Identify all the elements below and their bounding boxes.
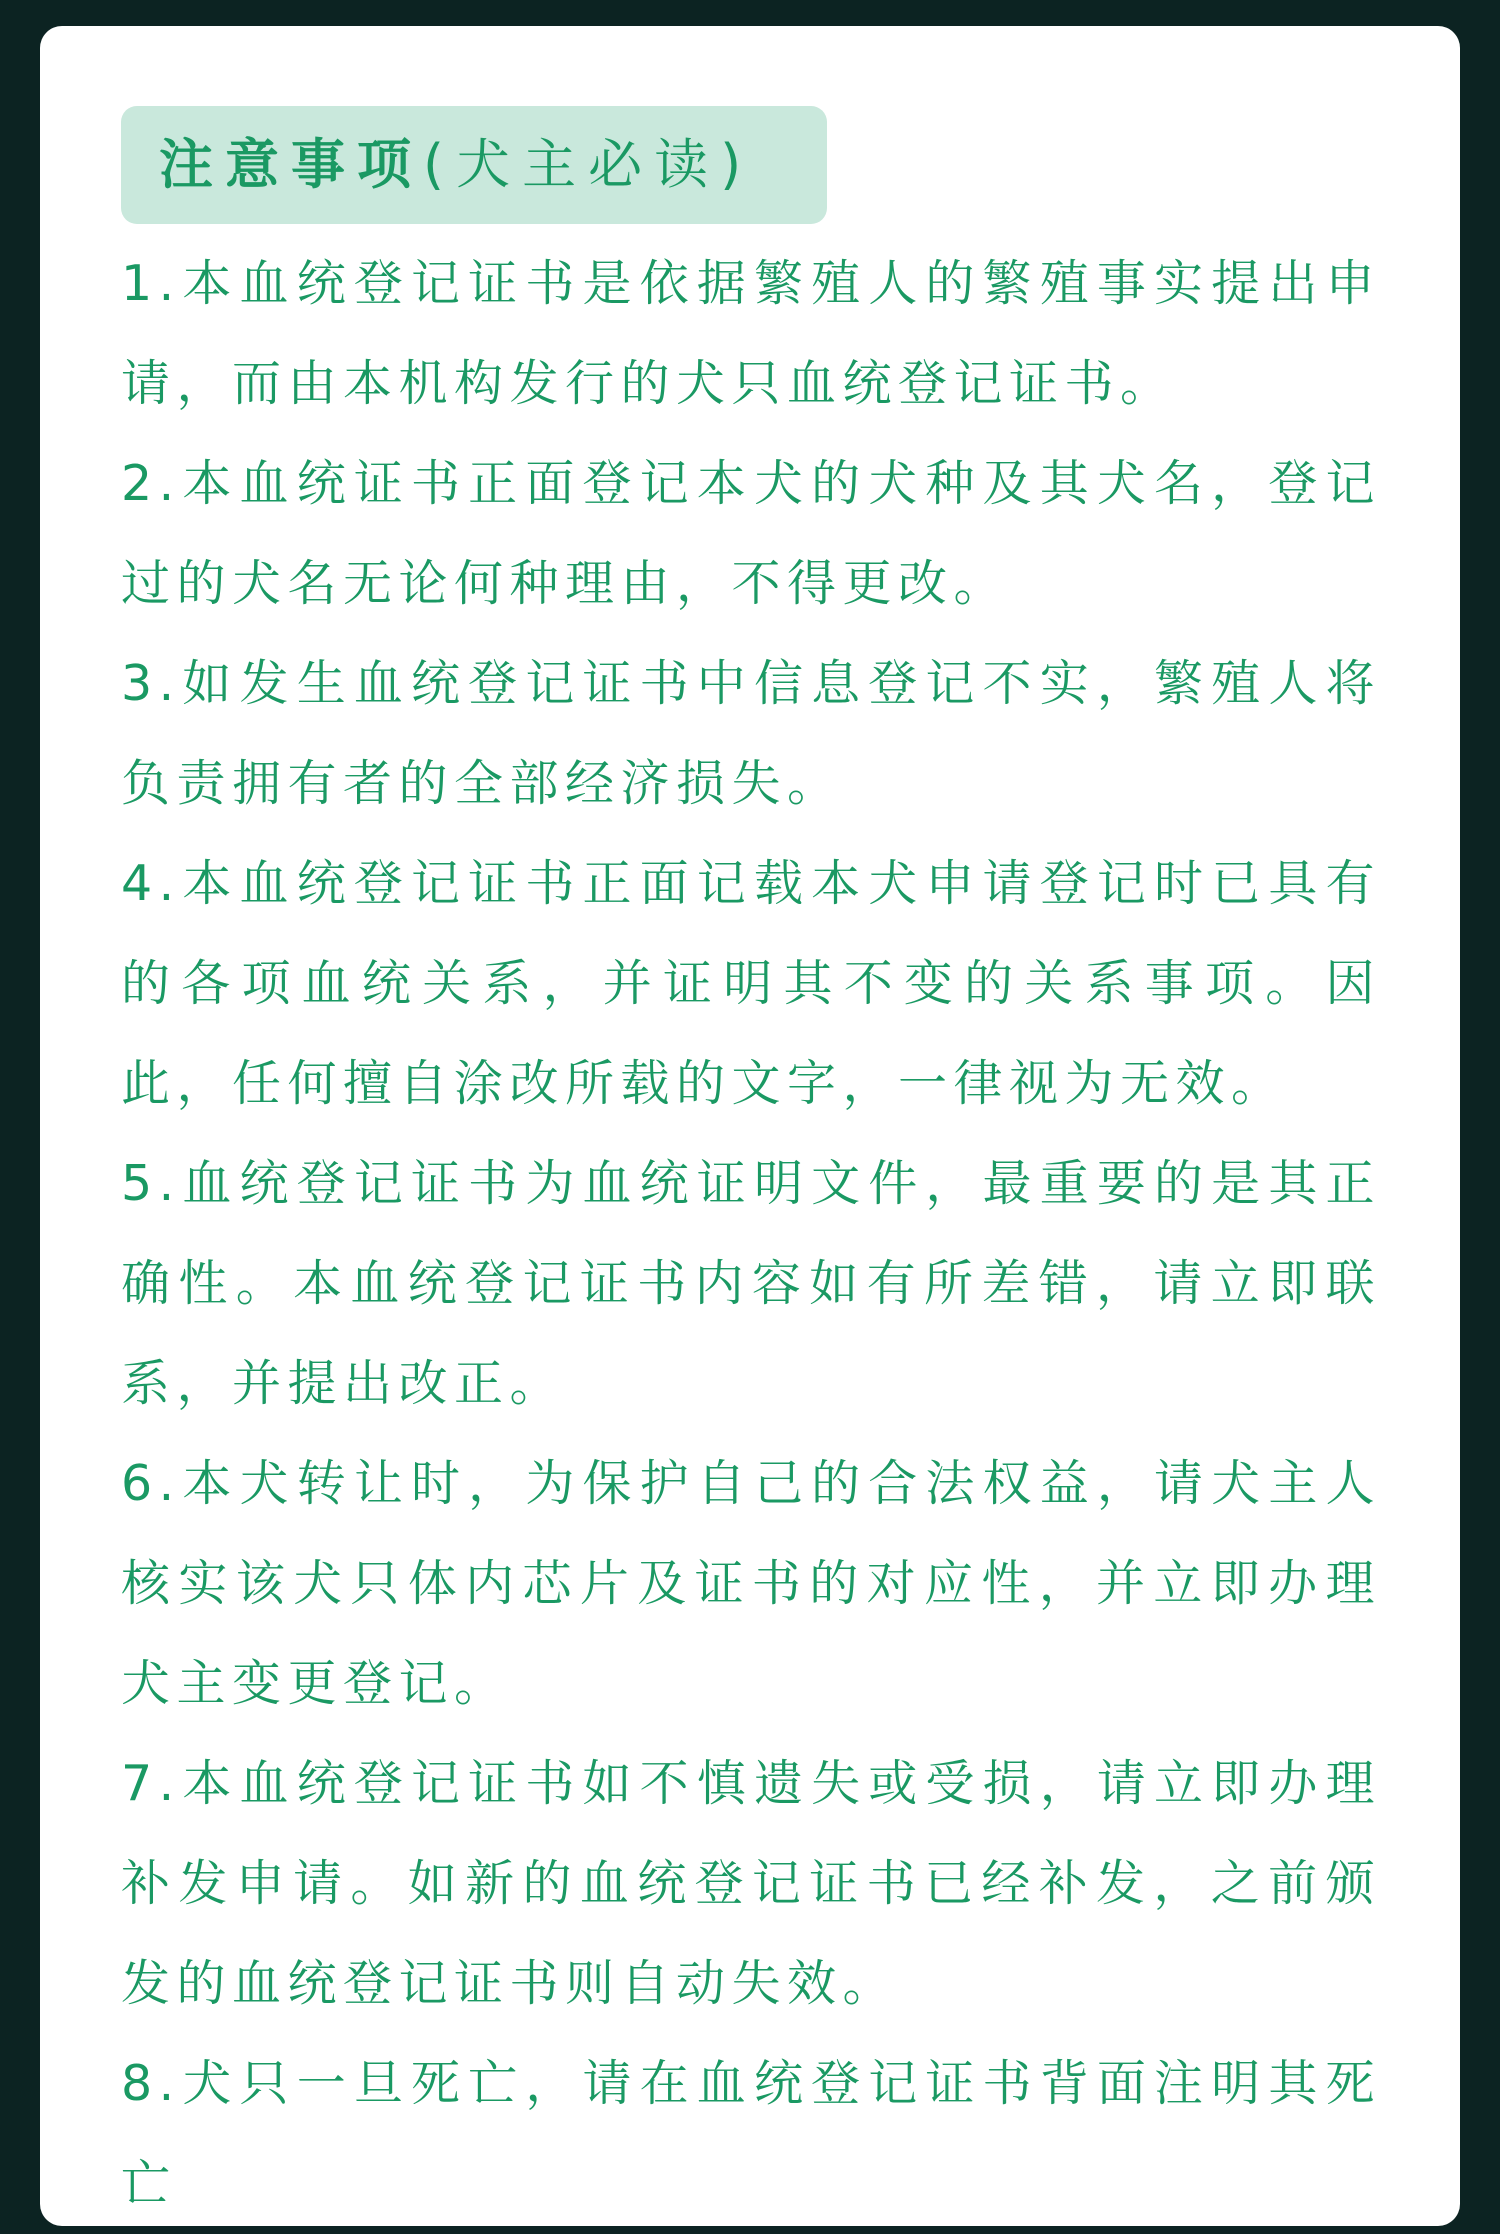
- notice-list: [121, 234, 1381, 2234]
- notice-item-5: 5.血统登记证书为血统证明文件，最重要的是其正确性。本血统登记证书内容如有所差错，请立即联系，并提出改正。: [121, 1155, 1381, 1412]
- notice-item-7: 7.本血统登记证书如不慎遗失或受损，请立即办理补发申请。如新的血统登记证书已经补发，之前颁发的血统登记证书则自动失效。: [121, 1755, 1381, 2012]
- notice-item-6: 6.本犬转让时，为保护自己的合法权益，请犬主人核实该犬只体内芯片及证书的对应性，并立即办理犬主变更登记。: [121, 1455, 1381, 1712]
- section-heading: [121, 106, 827, 224]
- notice-item-8: 8.犬只一旦死亡，请在血统登记证书背面注明其死亡: [121, 2055, 1381, 2212]
- notice-item-2: 2.本血统证书正面登记本犬的犬种及其犬名，登记过的犬名无论何种理由，不得更改。: [121, 455, 1381, 612]
- heading-subtitle: (犬主必读): [423, 133, 754, 196]
- heading-title: 注意事项: [159, 133, 423, 196]
- notice-card: [40, 26, 1460, 2226]
- notice-item-4: 4.本血统登记证书正面记载本犬申请登记时已具有的各项血统关系，并证明其不变的关系事项。因此，任何擅自涂改所载的文字，一律视为无效。: [121, 855, 1381, 1112]
- notice-item-3: 3.如发生血统登记证书中信息登记不实，繁殖人将负责拥有者的全部经济损失。: [121, 655, 1381, 812]
- notice-item-1: 1.本血统登记证书是依据繁殖人的繁殖事实提出申请，而由本机构发行的犬只血统登记证书。: [121, 255, 1381, 412]
